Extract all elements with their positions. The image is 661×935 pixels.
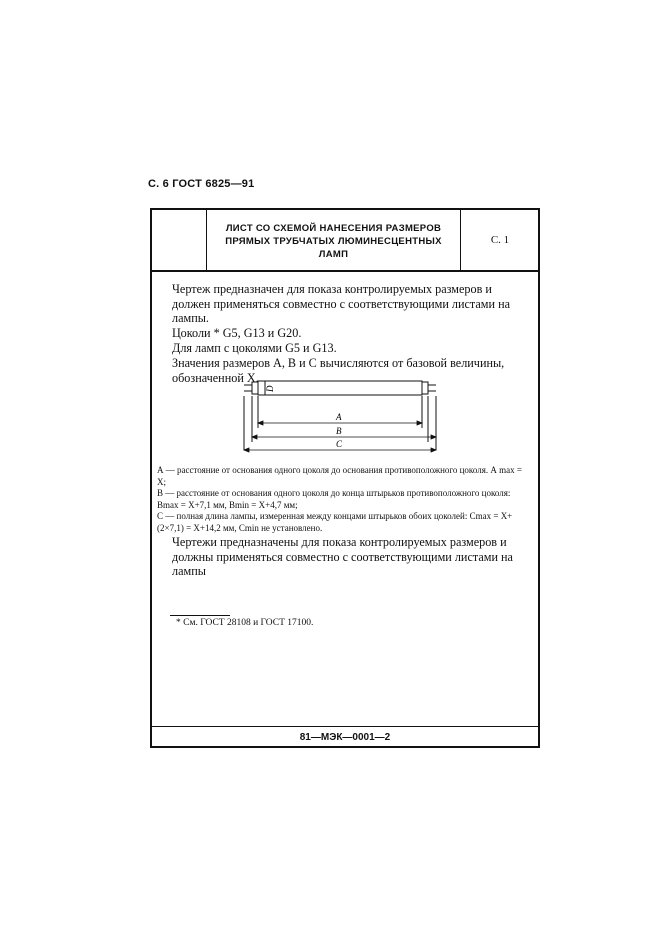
- label-a: A: [336, 412, 342, 422]
- page-header: С. 6 ГОСТ 6825—91: [148, 178, 255, 190]
- title-block: [152, 210, 538, 272]
- sheet-title: [207, 210, 461, 270]
- paragraph-purpose: Чертеж предназначен для показа контролируемых размеров и должен применяться совместно с соответствующими листами на лампы.: [172, 282, 511, 325]
- paragraph-dimensions-x: Значения размеров А, В и С вычисляются от базовой величины, обозначенной X.: [172, 356, 505, 385]
- definition-a: А — расстояние от основания одного цоколя до основания противоположного цоколя. А max = X;: [157, 465, 522, 487]
- lamp-dimension-sheet: [150, 208, 540, 748]
- sheet-title-line2: ПРЯМЫХ ТРУБЧАТЫХ ЛЮМИНЕСЦЕНТНЫХ: [225, 236, 442, 247]
- paragraph-lamps-g5-g13: Для ламп с цоколями G5 и G13.: [172, 341, 337, 355]
- definition-b: В — расстояние от основания одного цоколя до конца штырьков противоположного цоколя: Bmax = X+7,1 мм, Bmin = X+4,7 мм;: [157, 488, 511, 510]
- label-d: D: [265, 385, 275, 392]
- dimension-line-b: [252, 435, 436, 439]
- lamp-dimension-drawing: [232, 378, 462, 456]
- document-code: 81—МЭК—0001—2: [299, 732, 391, 743]
- sheet-title-line1: ЛИСТ СО СХЕМОЙ НАНЕСЕНИЯ РАЗМЕРОВ: [225, 223, 442, 234]
- label-b: B: [336, 426, 342, 436]
- footnote-divider: [170, 615, 230, 616]
- paragraph-caps: Цоколи * G5, G13 и G20.: [172, 326, 302, 340]
- definition-c: С — полная длина лампы, измеренная между концами штырьков обоих цоколей: Cmax = X+(2×7,1) = X+14,2 мм, Cmin не установлено.: [157, 511, 513, 533]
- bottom-rule: [152, 726, 538, 727]
- sheet-number: С. 1: [490, 234, 510, 246]
- footnote: * См. ГОСТ 28108 и ГОСТ 17100.: [176, 618, 314, 628]
- label-c: C: [336, 439, 343, 449]
- title-left-cell: [152, 210, 207, 270]
- sheet-title-line3: ЛАМП: [318, 249, 349, 260]
- paragraph-closing: Чертежи предназначены для показа контролируемых размеров и должны применяться совместно с соответствующими листами на лампы: [172, 535, 513, 578]
